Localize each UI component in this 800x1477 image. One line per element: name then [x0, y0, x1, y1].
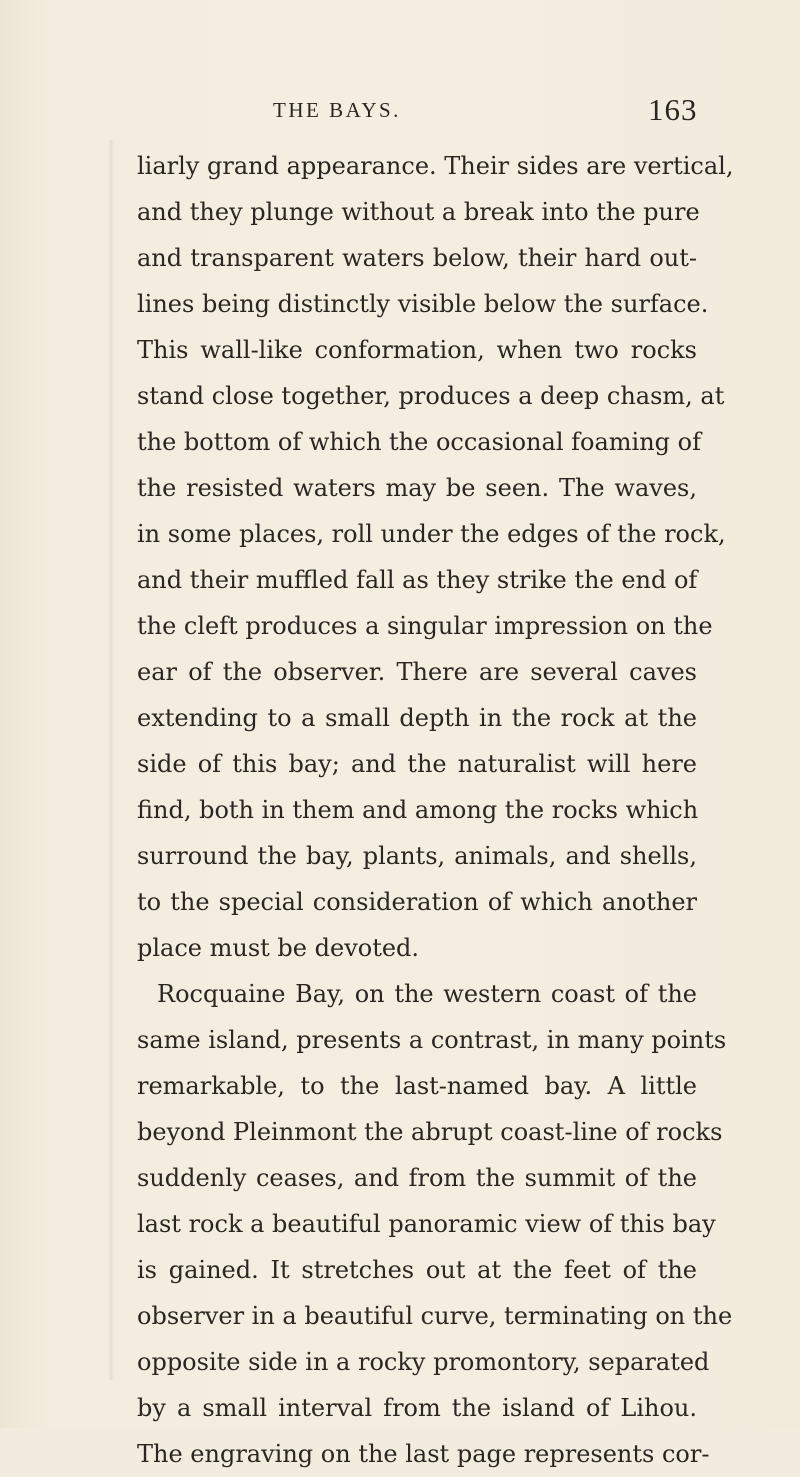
text-line: suddenly ceases, and from the summit of the: [137, 1164, 697, 1192]
text-line: to the special consideration of which another: [137, 888, 697, 916]
text-line: surround the bay, plants, animals, and shells,: [137, 842, 697, 870]
text-line: observer in a beautiful curve, terminating on the: [137, 1302, 733, 1330]
text-line: by a small interval from the island of Lihou.: [137, 1394, 697, 1422]
text-line: beyond Pleinmont the abrupt coast-line of rocks: [137, 1118, 723, 1146]
text-line: This wall-like conformation, when two rocks: [137, 336, 697, 364]
text-line: lines being distinctly visible below the surface.: [137, 290, 709, 318]
body-text: [137, 143, 734, 1477]
text-line: last rock a beautiful panoramic view of this bay: [137, 1210, 716, 1238]
text-line: and their muffled fall as they strike the end of: [137, 566, 698, 594]
running-head-title: THE BAYS.: [273, 98, 401, 122]
text-line: and they plunge without a break into the pure: [137, 198, 700, 226]
text-line: side of this bay; and the naturalist will here: [137, 750, 697, 778]
text-line: in some places, roll under the edges of the rock,: [137, 520, 726, 548]
text-line: opposite side in a rocky promontory, separated: [137, 1348, 710, 1376]
running-head: [0, 92, 800, 132]
text-line: remarkable, to the last-named bay. A little: [137, 1072, 697, 1100]
text-line: the cleft produces a singular impression on the: [137, 612, 713, 640]
text-line: liarly grand appearance. Their sides are vertical,: [137, 152, 734, 180]
text-line: The engraving on the last page represents cor-: [137, 1440, 710, 1468]
text-line: stand close together, produces a deep chasm, at: [137, 382, 725, 410]
text-line: is gained. It stretches out at the feet of the: [137, 1256, 697, 1284]
paragraph-start-line: Rocquaine Bay, on the western coast of the: [157, 980, 697, 1008]
page-number: 163: [648, 92, 698, 127]
text-line: the resisted waters may be seen. The waves,: [137, 474, 697, 502]
text-line: and transparent waters below, their hard out-: [137, 244, 697, 272]
text-line: find, both in them and among the rocks which: [137, 796, 699, 824]
text-line: ear of the observer. There are several caves: [137, 658, 697, 686]
text-line: extending to a small depth in the rock at the: [137, 704, 697, 732]
text-line: same island, presents a contrast, in many points: [137, 1026, 727, 1054]
paragraph-end-line: place must be devoted.: [137, 934, 420, 962]
text-line: the bottom of which the occasional foaming of: [137, 428, 701, 456]
page-gutter-shadow: [108, 140, 114, 1380]
